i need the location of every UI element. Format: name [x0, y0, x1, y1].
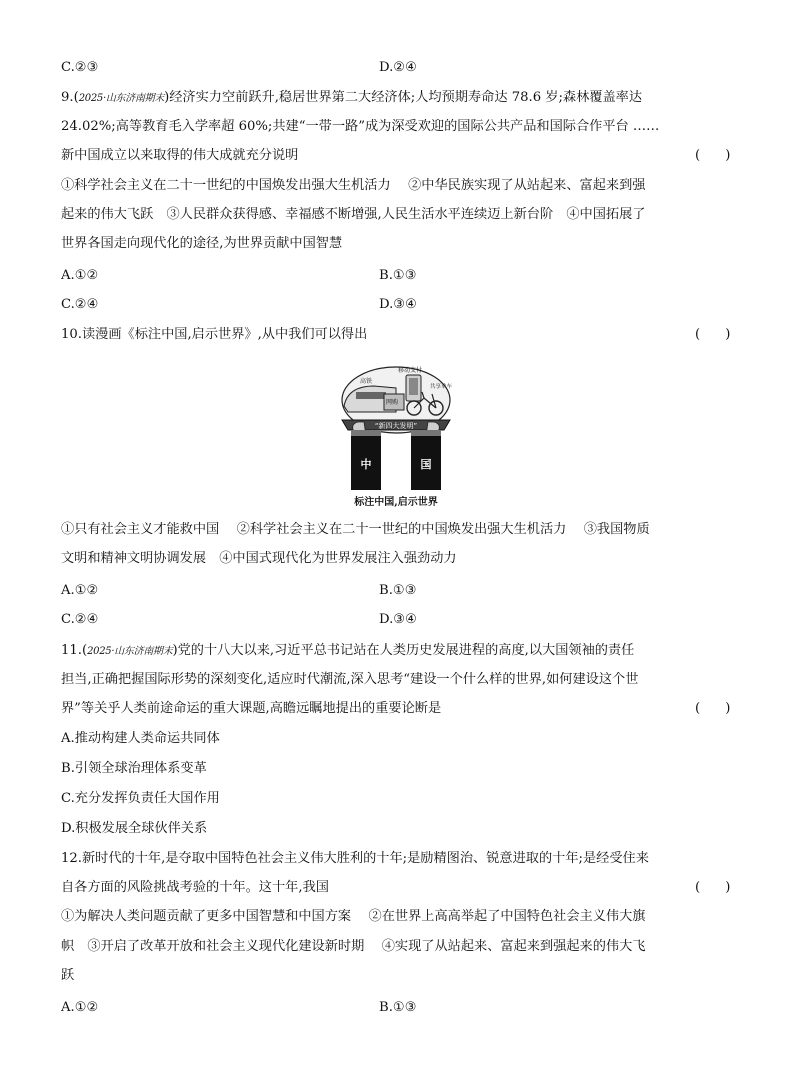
- label-mobile-payment: 移动支付: [398, 367, 423, 374]
- q10-option-d: D.③④: [379, 612, 417, 627]
- q11-option-a: A.推动构建人类命运共同体: [61, 731, 220, 746]
- q9-option-a: A.①②: [61, 268, 99, 283]
- cartoon-figure: [334, 364, 458, 514]
- banner-label: “新四大发明”: [374, 422, 418, 430]
- q9-number: 9.(: [61, 90, 79, 105]
- q9-stem-line3: 新中国成立以来取得的伟大成就充分说明: [61, 148, 299, 163]
- q11-option-c: C.充分发挥负责任大国作用: [61, 791, 220, 806]
- q12-statement-line2: 帜 ③开启了改革开放和社会主义现代化建设新时期 ④实现了从站起来、富起来到强起来的伟大飞: [61, 939, 646, 954]
- cartoon-illustration: [334, 364, 458, 494]
- q12-statement-line3: 跃: [61, 968, 75, 983]
- q10-option-b: B.①③: [379, 583, 417, 598]
- q11-number: 11.(: [61, 643, 88, 658]
- q10-option-c: C.②④: [61, 612, 99, 627]
- option-c: C.②③: [61, 60, 99, 75]
- q10-option-a: A.①②: [61, 583, 99, 598]
- q9-statement-line2: 起来的伟大飞跃 ③人民群众获得感、幸福感不断增强,人民生活水平连续迈上新台阶 ④中国拓展了: [61, 207, 646, 222]
- q10-statement-line1: ①只有社会主义才能救中国 ②科学社会主义在二十一世纪的中国焕发出强大生机活力 ③我国物质: [61, 522, 650, 537]
- q11-stem-line1: [61, 642, 634, 661]
- label-high-speed-rail: 高铁: [360, 378, 373, 385]
- q11-line1-text: )党的十八大以来,习近平总书记站在人类历史发展进程的高度,以大国领袖的责任: [172, 643, 635, 658]
- phone-screen-shape: [409, 378, 418, 395]
- q11-answer-paren[interactable]: ( ): [695, 701, 731, 716]
- q9-option-d: D.③④: [379, 297, 417, 312]
- option-d: D.②④: [379, 60, 417, 75]
- arm-label-zhong: 中: [360, 458, 372, 471]
- q9-option-b: B.①③: [379, 268, 417, 283]
- left-cuff-shape: [351, 430, 381, 436]
- q11-stem-line3: 界”等关乎人类前途命运的重大课题,高瞻远瞩地提出的重要论断是: [61, 701, 442, 716]
- q10-stem: 10.读漫画《标注中国,启示世界》,从中我们可以得出: [61, 327, 368, 342]
- q11-source: 2025·山东济南期末: [87, 646, 173, 657]
- q11-stem-line2: 担当,正确把握国际形势的深刻变化,适应时代潮流,深入思考“建设一个什么样的世界,如何建设这个世: [61, 672, 639, 687]
- q9-answer-paren[interactable]: ( ): [695, 148, 731, 163]
- q9-line1-text: )经济实力空前跃升,稳居世界第二大经济体;人均预期寿命达 78.6 岁;森林覆盖率达: [164, 90, 643, 105]
- q12-answer-paren[interactable]: ( ): [695, 880, 731, 895]
- cartoon-caption: 标注中国,启示世界: [354, 497, 438, 508]
- q11-option-d: D.积极发展全球伙伴关系: [61, 821, 208, 836]
- q12-stem-line1: 12.新时代的十年,是夺取中国特色社会主义伟大胜利的十年;是励精图治、锐意进取的十年;是经受住来: [61, 851, 649, 866]
- q9-statement-line1: ①科学社会主义在二十一世纪的中国焕发出强大生机活力 ②中华民族实现了从站起来、富起来到强: [61, 178, 646, 193]
- q9-source: 2025·山东济南期末: [78, 93, 165, 104]
- q9-stem-line1: [61, 89, 642, 108]
- q9-stem-line2: 24.02%;高等教育毛入学率超 60%;共建“一带一路”成为深受欢迎的国际公共产品和国际合作平台 ……: [61, 119, 660, 134]
- q11-option-b: B.引领全球治理体系变革: [61, 761, 207, 776]
- label-shared-bike: 共享单车: [430, 384, 453, 390]
- q12-stem-line2: 自各方面的风险挑战考验的十年。这十年,我国: [61, 880, 329, 895]
- q9-option-c: C.②④: [61, 297, 99, 312]
- q12-statement-line1: ①为解决人类问题贡献了更多中国智慧和中国方案 ②在世界上高高举起了中国特色社会主义伟大旗: [61, 909, 646, 924]
- q9-statement-line3: 世界各国走向现代化的途径,为世界贡献中国智慧: [61, 236, 343, 251]
- q12-option-a: A.①②: [61, 1000, 99, 1015]
- right-cuff-shape: [411, 430, 441, 436]
- q10-answer-paren[interactable]: ( ): [695, 327, 731, 342]
- arm-label-guo: 国: [420, 458, 432, 471]
- label-online-shopping: 网购: [386, 399, 399, 406]
- q10-statement-line2: 文明和精神文明协调发展 ④中国式现代化为世界发展注入强劲动力: [61, 551, 457, 566]
- train-window-shape: [356, 392, 386, 399]
- q12-option-b: B.①③: [379, 1000, 417, 1015]
